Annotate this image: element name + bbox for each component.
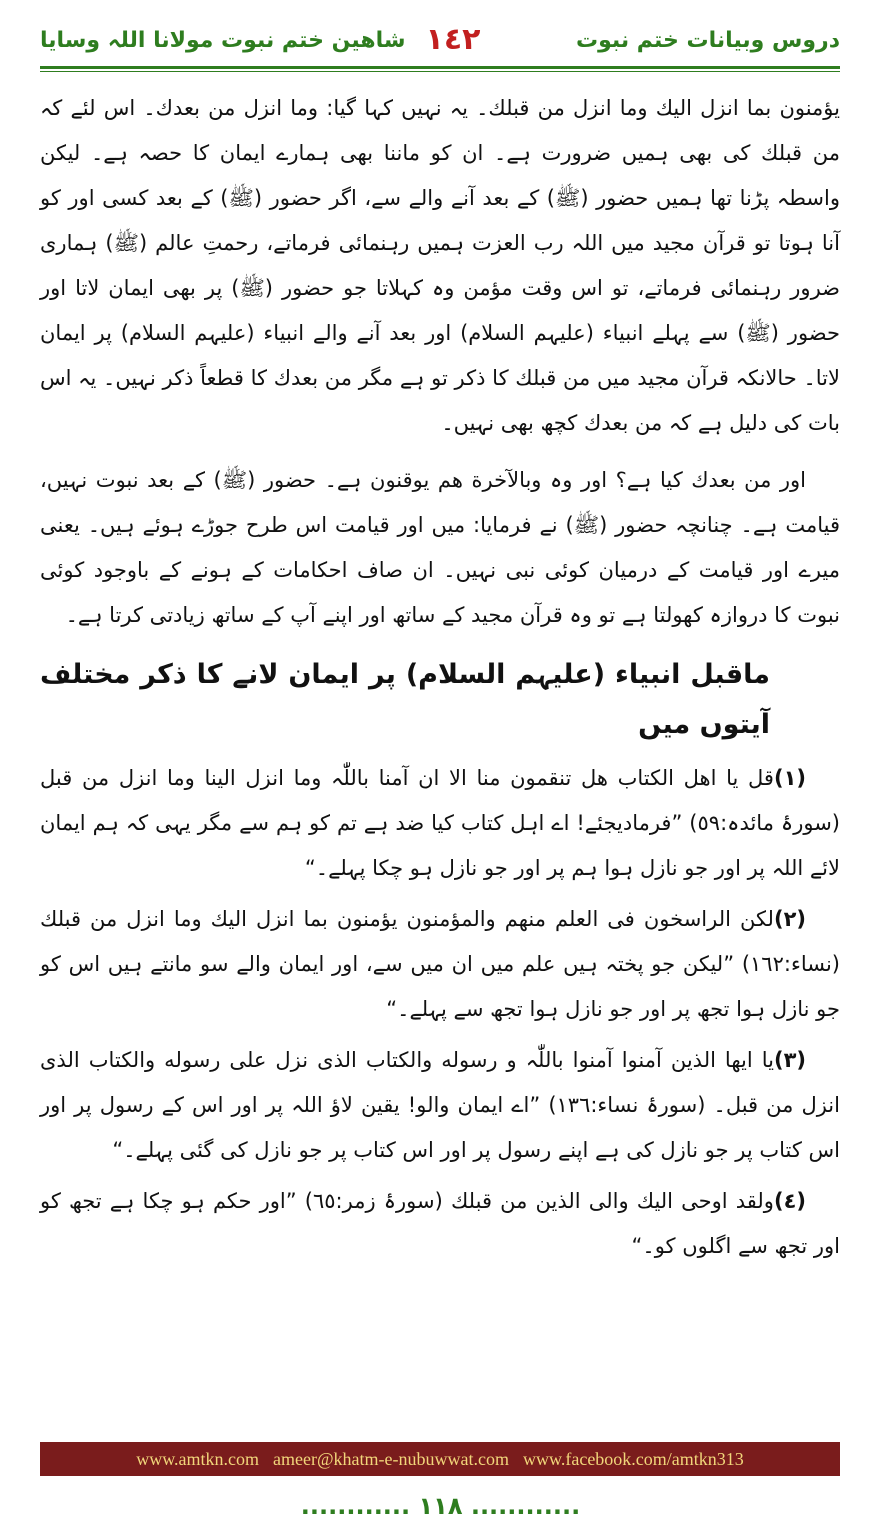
top-page-number: ١٤٢ (425, 22, 481, 57)
verse-text: قل یا اهل الکتاب هل تنقمون منا الا ان آمنا باللّٰہ وما انزل الینا وما انزل من قبل (سورۂ مائدہ:٥٩) ”فرمادیجئے! اے اہل کتاب کیا ضد ہے تم کو ہم سے مگر یہی کہ ہم ایمان لائے اللہ پر اور جو نازل ہوا ہم پر اور جو نازل ہو چکا پہلے۔“ (40, 766, 840, 880)
paragraph-2-text: اور من بعدك کیا ہے؟ اور وہ وبالآخرة هم یوقنون ہے۔ حضور (ﷺ) کے بعد نبوت نہیں، قیامت ہے۔ چنانچہ حضور (ﷺ) نے فرمایا: میں اور قیامت اس طرح جوڑے ہوئے ہیں۔ یعنی میرے اور قیامت کے درمیان کوئی نبی نہیں۔ ان صاف احکامات کے ہونے کے باوجود کوئی نبوت کا دروازہ کھولتا ہے تو وہ قرآن مجید کے ساتھ اور اپنے آپ کے ساتھ زیادتی کرتا ہے۔ (40, 468, 840, 627)
facebook-link[interactable]: www.facebook.com/amtkn313 (523, 1448, 744, 1469)
main-text (40, 86, 840, 1275)
paragraph-1 (40, 86, 840, 446)
verse-item-3 (40, 1038, 840, 1173)
header-divider (40, 66, 840, 69)
verse-number: (٤) (773, 1189, 806, 1213)
verse-item-1 (40, 756, 840, 891)
verse-text: یا ایها الذین آمنوا آمنوا باللّٰہ و رسوله والکتاب الذی نزل علی رسوله والکتاب الذی انزل من قبل۔ (سورۂ نساء:١٣٦) ”اے ایمان والو! یقین لاؤ اللہ پر اور اس کے رسول پر اور اس کتاب پر جو نازل کی ہے اپنے رسول پر اور اس کتاب پر جو نازل کی گئی پہلے۔“ (40, 1048, 840, 1162)
verse-number: (٣) (773, 1048, 806, 1072)
verse-text: لکن الراسخون فی العلم منهم والمؤمنون یؤمنون بما انزل الیك وما انزل من قبلك (نساء:١٦٢) ”لیکن جو پختہ ہیں علم میں ان میں سے، اور ایمان والے سو مانتے ہیں اس کو جو نازل ہوا تجھ پر اور جو نازل ہوا تجھ سے پہلے۔“ (40, 907, 840, 1021)
book-title: دروس وبیانات ختم نبوت (576, 28, 840, 53)
verse-item-2 (40, 897, 840, 1032)
verse-text: ولقد اوحی الیك والی الذین من قبلك (سورۂ زمر:٦٥) ”اور حکم ہو چکا ہے تجھ کو اور تجھ سے اگلوں کو۔“ (40, 1189, 840, 1258)
website-link[interactable]: www.amtkn.com (136, 1448, 260, 1469)
page-header (40, 22, 840, 64)
email-link[interactable]: ameer@khatm-e-nubuwwat.com (273, 1448, 510, 1469)
header-divider-thin (40, 71, 840, 72)
verse-item-4 (40, 1179, 840, 1269)
page-number: ............ ١١٨ ............ (300, 1492, 581, 1520)
verse-number: (١) (773, 766, 806, 790)
section-heading: ماقبل انبیاء (علیہم السلام) پر ایمان لانے کا ذکر مختلف آیتوں میں (40, 659, 770, 740)
footer-contact-bar (40, 1442, 840, 1476)
author-title: شاھین ختم نبوت مولانا اللہ وسایا (40, 28, 406, 53)
verse-number: (٢) (773, 907, 806, 931)
paragraph-1-text: یؤمنون بما انزل الیك وما انزل من قبلك۔ یہ نہیں کہا گیا: وما انزل من بعدك۔ اس لئے کہ من قبلك کی بھی ہمیں ضرورت ہے۔ ان کو ماننا بھی ہمارے ایمان کا حصہ ہے۔ لیکن واسطہ پڑنا تھا ہمیں حضور (ﷺ) کے بعد آنے والے سے، اگر حضور (ﷺ) کے بعد کسی اور کو آنا ہوتا تو قرآن مجید میں اللہ رب العزت ہمیں رہنمائی فرماتے، رحمتِ عالم (ﷺ) ہماری ضرور رہنمائی فرماتے، تو اس وقت مؤمن وہ کہلاتا جو حضور (ﷺ) پر بھی ایمان لاتا اور حضور (ﷺ) سے پہلے انبیاء (علیہم السلام) اور بعد آنے والے انبیاء (علیہم السلام) پر ایمان لاتا۔ حالانکہ قرآن مجید میں من قبلك کا ذکر تو ہے مگر من بعدك کا قطعاً ذکر نہیں۔ یہ اس بات کی دلیل ہے کہ من بعدك کچھ بھی نہیں۔ (40, 96, 840, 435)
paragraph-2 (40, 458, 840, 638)
